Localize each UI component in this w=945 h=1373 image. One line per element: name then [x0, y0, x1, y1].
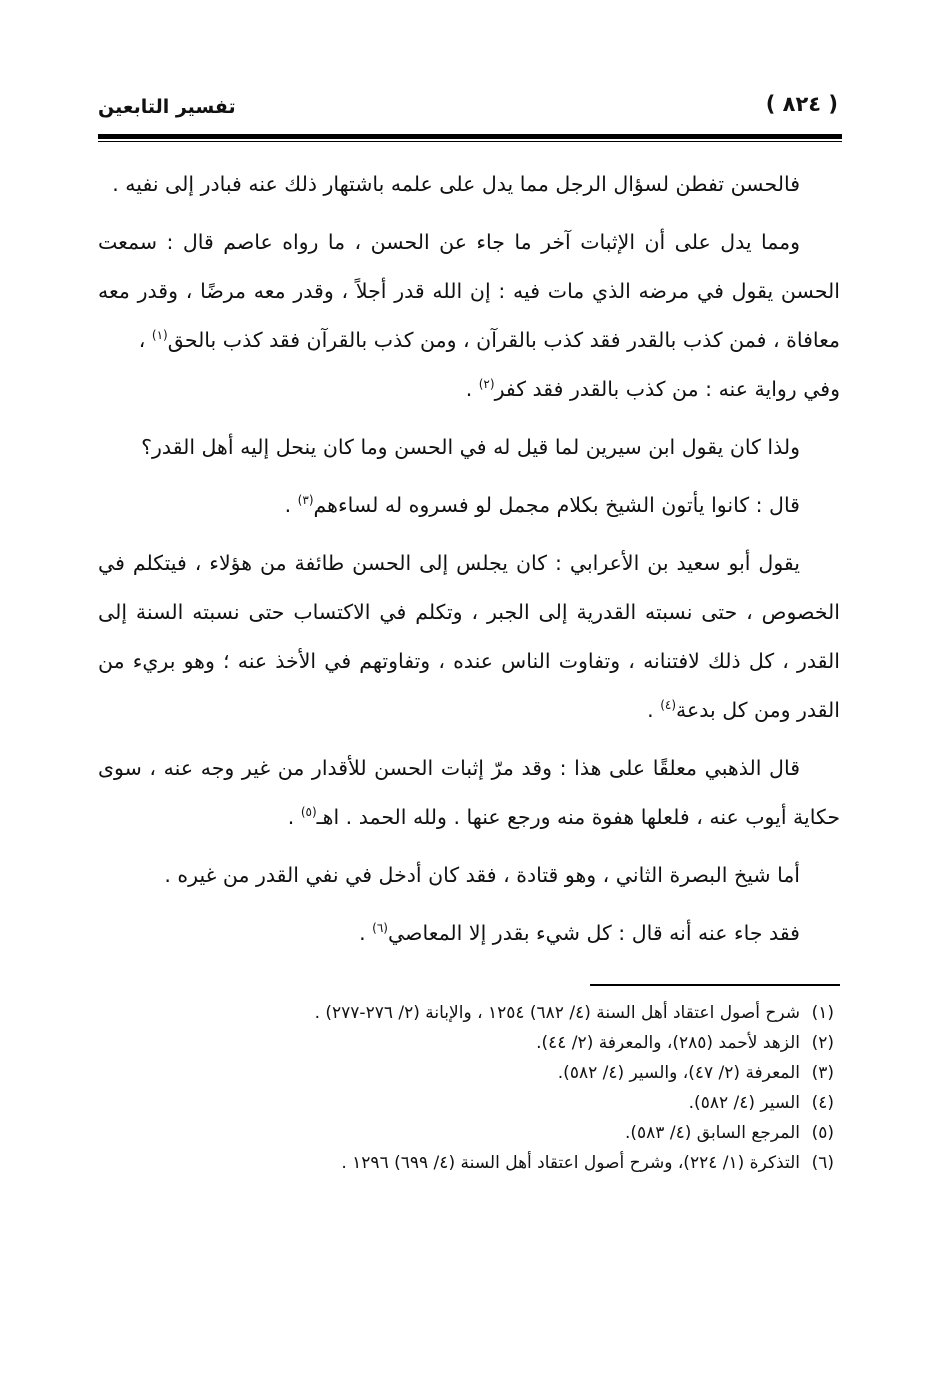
paragraph: ولذا كان يقول ابن سيرين لما قيل له في الحسن وما كان ينحل إليه أهل القدر؟	[141, 435, 800, 459]
footnote-number: (٤)	[811, 1093, 834, 1113]
footnote	[98, 998, 840, 1028]
paragraph: فقد جاء عنه أنه قال : كل شيء بقدر إلا المعاصي$^{(٦)}$ .	[359, 921, 800, 945]
footnote-ref[interactable]: (١)	[151, 328, 168, 343]
main-text	[98, 160, 840, 967]
footnote-ref[interactable]: (٢)	[478, 377, 495, 392]
header-rule-thick	[98, 134, 842, 139]
footnote-ref[interactable]: (٥)	[300, 805, 317, 820]
footnote	[98, 1088, 840, 1118]
footnote-separator	[590, 984, 840, 986]
footnote	[98, 1028, 840, 1058]
footnote-number: (٣)	[811, 1063, 834, 1083]
footnote-text: السير (٤/ ٥٨٢).	[688, 1093, 800, 1113]
footnote	[98, 1148, 840, 1178]
page-number: ( ٨٢٤ )	[765, 92, 838, 116]
paragraph: قال : كانوا يأتون الشيخ بكلام مجمل لو فسروه له لساءهم$^{(٣)}$ .	[284, 493, 800, 517]
footnote-text: التذكرة (١/ ٢٢٤)، وشرح أصول اعتقاد أهل السنة (٤/ ٦٩٩) ١٢٩٦ .	[341, 1153, 800, 1173]
paragraph: ومما يدل على أن الإثبات آخر ما جاء عن الحسن ، ما رواه عاصم قال : سمعت الحسن يقول في مرضه الذي مات فيه : إن الله قدر أجلاً ، وقدر معه مرضًا ، وقدر معه معافاة ، فمن كذب بالقدر فقد كذب بالقرآن ، ومن كذب بالقرآن فقد كذب بالحق$^{(١)}$ ، وفي رواية عنه : من كذب بالقدر فقد كفر$^{(٢)}$ .	[98, 230, 840, 401]
footnote-number: (٥)	[811, 1123, 834, 1143]
footnotes	[98, 998, 840, 1178]
footnote-ref[interactable]: (٦)	[372, 921, 388, 936]
paragraph: قال الذهبي معلقًا على هذا : وقد مرّ إثبات الحسن للأقدار من غير وجه عنه ، سوى حكاية أيوب عنه ، فلعلها هفوة منه ورجع عنها . ولله الحمد . اهـ$^{(٥)}$ .	[98, 756, 840, 829]
footnote	[98, 1118, 840, 1148]
footnote	[98, 1058, 840, 1088]
footnote-ref[interactable]: (٤)	[660, 698, 677, 713]
header-rule-thin	[98, 141, 842, 142]
paragraph: فالحسن تفطن لسؤال الرجل مما يدل على علمه باشتهار ذلك عنه فبادر إلى نفيه .	[112, 172, 800, 196]
paragraph: يقول أبو سعيد بن الأعرابي : كان يجلس إلى الحسن طائفة من هؤلاء ، فيتكلم في الخصوص ، حتى نسبته القدرية إلى الجبر ، وتكلم في الاكتساب حتى نسبته السنة إلى القدر ، كل ذلك لافتنانه ، وتفاوت الناس عنده ، وتفاوتهم في الأخذ عنه ؛ وهو بريء من القدر ومن كل بدعة$^{(٤)}$ .	[98, 551, 840, 722]
footnote-number: (٦)	[811, 1153, 834, 1173]
footnote-text: الزهد لأحمد (٢٨٥)، والمعرفة (٢/ ٤٤).	[536, 1033, 800, 1053]
footnote-text: شرح أصول اعتقاد أهل السنة (٤/ ٦٨٢) ١٢٥٤ ، والإبانة (٢/ ٢٧٦-٢٧٧) .	[314, 1003, 800, 1023]
page-header	[98, 92, 840, 132]
footnote-text: المرجع السابق (٤/ ٥٨٣).	[625, 1123, 800, 1143]
footnote-number: (٢)	[811, 1033, 834, 1053]
footnote-number: (١)	[811, 1003, 834, 1023]
running-title: تفسير التابعين	[98, 96, 236, 118]
paragraph: أما شيخ البصرة الثاني ، وهو قتادة ، فقد كان أدخل في نفي القدر من غيره .	[164, 863, 800, 887]
footnote-ref[interactable]: (٣)	[297, 493, 314, 508]
footnote-text: المعرفة (٢/ ٤٧)، والسير (٤/ ٥٨٢).	[557, 1063, 800, 1083]
